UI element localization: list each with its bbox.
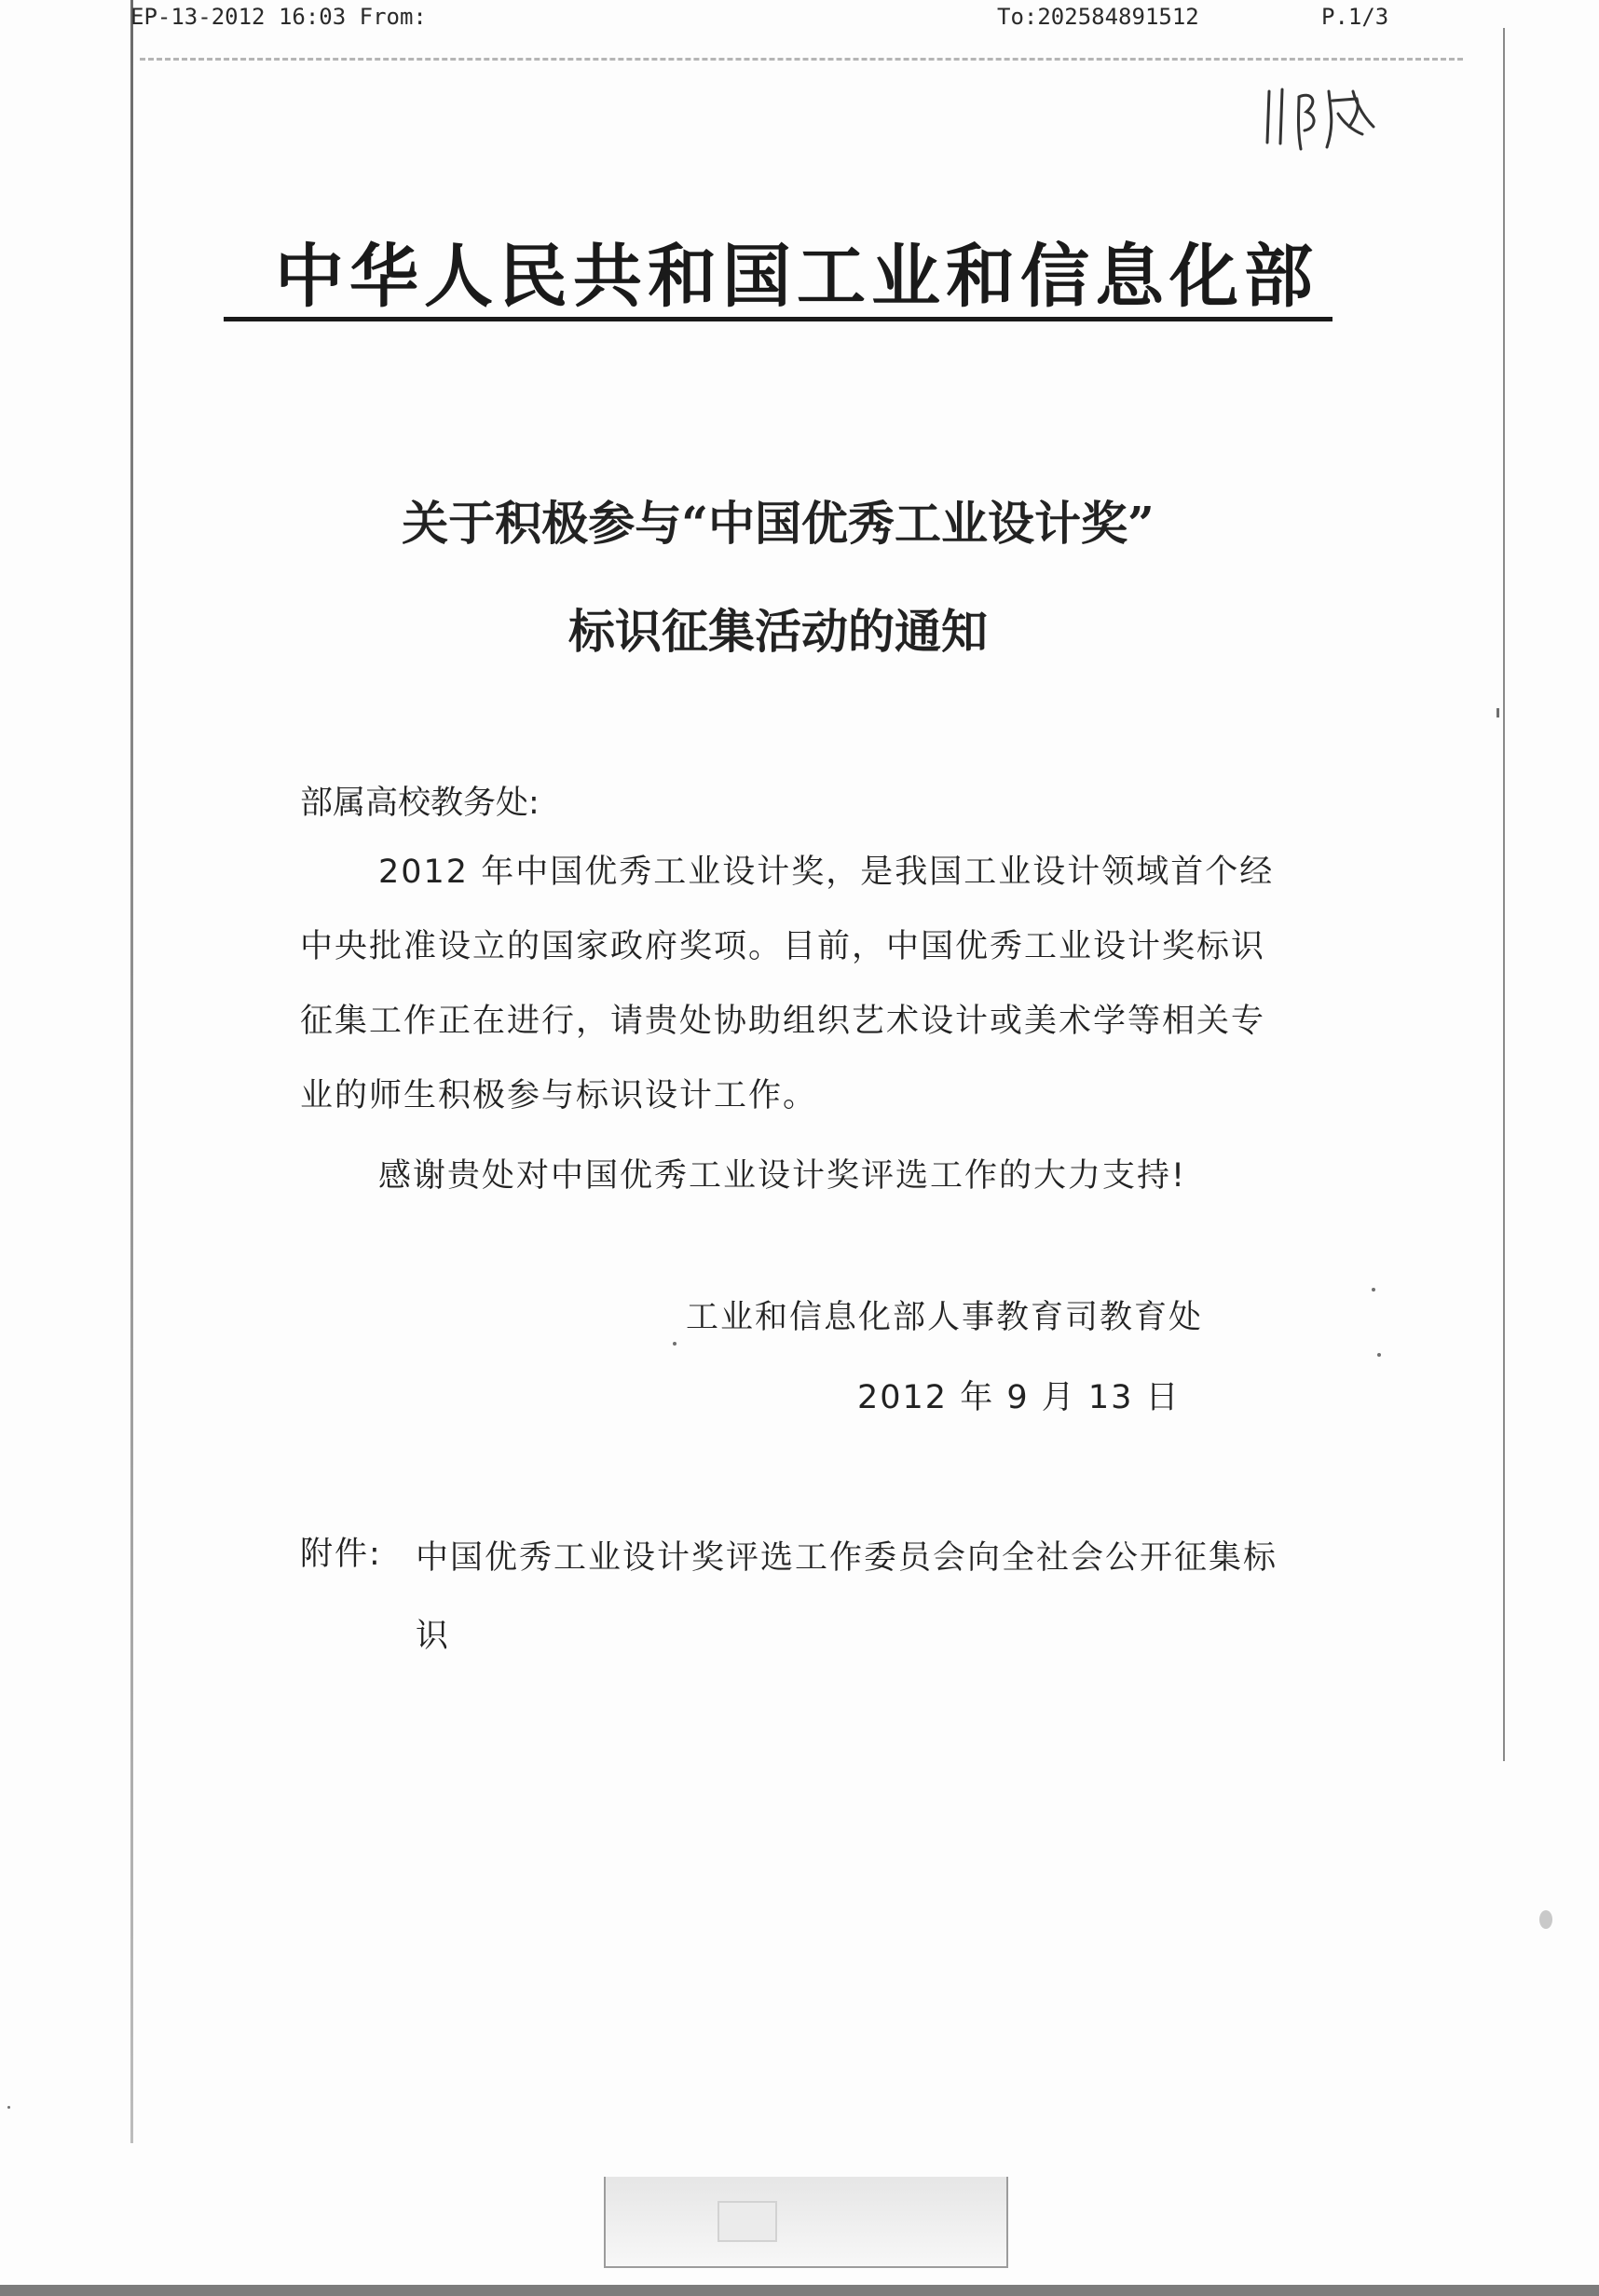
letterhead-ministry-name: 中华人民共和国工业和信息化部: [275, 237, 1319, 317]
scan-speck: [673, 1342, 676, 1346]
scan-speck: [1496, 708, 1499, 718]
scan-speck: [1539, 1910, 1552, 1929]
attachment-label: 附件:: [300, 1536, 382, 1573]
handwritten-note: [1260, 73, 1381, 157]
fax-recipient-number: To:202584891512: [997, 4, 1199, 30]
fax-page-number: P.1∕3: [1321, 4, 1389, 30]
scan-speck: [7, 2106, 10, 2109]
scan-bottom-stamp: [604, 2177, 1008, 2268]
signature-office: 工业和信息化部人事教育司教育处: [686, 1299, 1204, 1336]
scan-bottom-band: [0, 2285, 1599, 2296]
scan-left-edge: [130, 0, 133, 2143]
scan-speck: [1377, 1353, 1381, 1357]
fax-header-divider: [140, 58, 1463, 64]
body-paragraph-1: 2012 年中国优秀工业设计奖，是我国工业设计领域首个经中央批准设立的国家政府奖项。目前，中国优秀工业设计奖标识征集工作正在进行，请贵处协助组织艺术设计或美术学等相关专业的师生积极参与标识设计工作。: [300, 854, 1275, 1114]
signature-date: 2012 年 9 月 13 日: [857, 1379, 1181, 1416]
letterhead-rule: [224, 317, 1332, 321]
notice-title-line-2: 标识征集活动的通知: [568, 604, 988, 659]
salutation: 部属高校教务处:: [300, 785, 540, 822]
scan-speck: [1372, 1288, 1375, 1292]
fax-sender-line: EP-13-2012 16:03 From:: [130, 4, 427, 30]
stamp-inner-mark: [718, 2201, 777, 2242]
body-paragraph-2: 感谢贵处对中国优秀工业设计奖评选工作的大力支持!: [378, 1157, 1187, 1195]
notice-title-line-1: 关于积极参与“中国优秀工业设计奖”: [402, 496, 1155, 551]
attachment-text: 中国优秀工业设计奖评选工作委员会向全社会公开征集标识: [416, 1539, 1278, 1655]
scan-right-edge: [1503, 28, 1505, 1761]
fax-header: [0, 0, 1599, 37]
